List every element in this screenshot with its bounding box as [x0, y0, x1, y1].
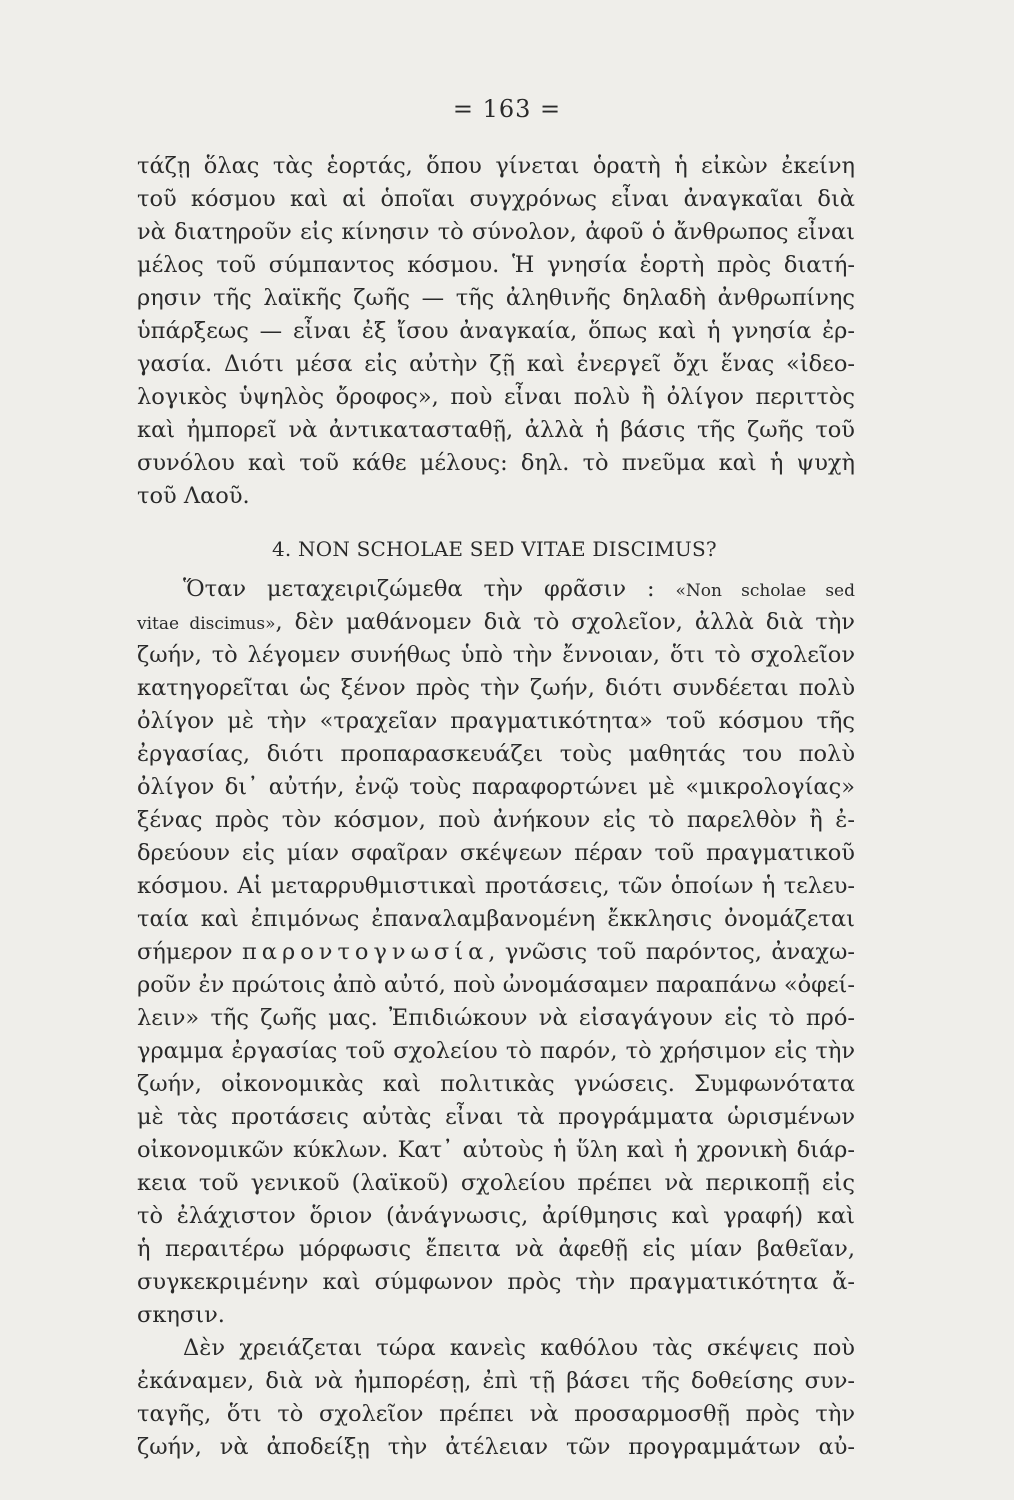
text-line: ταία καὶ ἐπιμόνως ἐπαναλαμβανομένη ἔκκλησις ὀνομάζεται	[137, 906, 855, 932]
text-line: ζωήν, νὰ ἀποδείξῃ τὴν ἀτέλειαν τῶν προγραμμάτων αὐ-	[137, 1434, 855, 1460]
text-line: γραμμα ἐργασίας τοῦ σχολείου τὸ παρόν, τὸ χρήσιμον εἰς τὴν	[137, 1038, 855, 1064]
text-line: μὲ τὰς προτάσεις αὐτὰς εἶναι τὰ προγράμματα ὡρισμένων	[137, 1104, 855, 1130]
section-heading: 4. NON SCHOLAE SED VITAE DISCIMUS?	[272, 537, 717, 561]
text-line: ταγῆς, ὅτι τὸ σχολεῖον πρέπει νὰ προσαρμοσθῇ πρὸς τὴν	[137, 1401, 855, 1427]
text-span: , δὲν μαθάνομεν διὰ τὸ σχολεῖον, ἀλλὰ διὰ τὴν	[275, 609, 855, 635]
text-line: ζωήν, οἰκονομικὰς καὶ πολιτικὰς γνώσεις. Συμφωνότατα	[137, 1071, 855, 1097]
text-line	[137, 936, 855, 969]
text-line: λογικὸς ὑψηλὸς ὄροφος», ποὺ εἶναι πολὺ ἢ ὀλίγον περιττὸς	[137, 384, 855, 410]
text-line: λειν» τῆς ζωῆς μας. Ἐπιδιώκουν νὰ εἰσαγάγουν εἰς τὸ πρό-	[137, 1005, 855, 1031]
latin-quote: «Non scholae sed	[675, 581, 855, 601]
text-span: σήμερον	[137, 939, 243, 965]
text-span: Ὅταν μεταχειριζώμεθα τὴν φρᾶσιν :	[183, 576, 676, 602]
latin-quote: vitae discimus»	[137, 614, 276, 634]
text-line	[137, 606, 855, 639]
text-line: ἐργασίας, διότι προπαρασκευάζει τοὺς μαθητάς του πολὺ	[137, 741, 855, 767]
text-line: δρεύουν εἰς μίαν σφαῖραν σκέψεων πέραν τοῦ πραγματικοῦ	[137, 840, 855, 866]
text-line: κατηγορεῖται ὡς ξένον πρὸς τὴν ζωήν, διότι συνδέεται πολὺ	[137, 675, 855, 701]
spaced-word: παροντογνωσία	[242, 939, 489, 965]
text-line: Δὲν χρειάζεται τώρα κανεὶς καθόλου τὰς σκέψεις ποὺ	[183, 1335, 855, 1361]
text-line: συγκεκριμένην καὶ σύμφωνον πρὸς τὴν πραγματικότητα ἄ-	[137, 1269, 855, 1295]
text-line: κεια τοῦ γενικοῦ (λαϊκοῦ) σχολείου πρέπει νὰ περικοπῇ εἰς	[137, 1170, 855, 1196]
text-line: ζωήν, τὸ λέγομεν συνήθως ὑπὸ τὴν ἔννοιαν, ὅτι τὸ σχολεῖον	[137, 642, 855, 668]
text-line: ξένας πρὸς τὸν κόσμον, ποὺ ἀνήκουν εἰς τὸ παρελθὸν ἢ ἐ-	[137, 807, 855, 833]
text-line: ὀλίγον μὲ τὴν «τραχεῖαν πραγματικότητα» τοῦ κόσμου τῆς	[137, 708, 855, 734]
text-line: σκησιν.	[137, 1302, 225, 1328]
text-line: μέλος τοῦ σύμπαντος κόσμου. Ἡ γνησία ἑορτὴ πρὸς διατή-	[137, 252, 855, 278]
text-line: τοῦ κόσμου καὶ αἱ ὁποῖαι συγχρόνως εἶναι ἀναγκαῖαι διὰ	[137, 186, 855, 212]
text-line	[137, 573, 855, 606]
text-line: γασία. Διότι μέσα εἰς αὐτὴν ζῇ καὶ ἐνεργεῖ ὄχι ἕνας «ἰδεο-	[137, 351, 855, 377]
body-text	[137, 150, 855, 1464]
text-line: καὶ ἠμπορεῖ νὰ ἀντικατασταθῇ, ἀλλὰ ἡ βάσις τῆς ζωῆς τοῦ	[137, 417, 855, 443]
text-span: , γνῶσις τοῦ παρόντος, ἀναχω-	[488, 939, 855, 965]
text-line: ἐκάναμεν, διὰ νὰ ἠμπορέσῃ, ἐπὶ τῇ βάσει τῆς δοθείσης συν-	[137, 1368, 855, 1394]
text-line: ρησιν τῆς λαϊκῆς ζωῆς — τῆς ἀληθινῆς δηλαδὴ ἀνθρωπίνης	[137, 285, 855, 311]
page-number: = 163 =	[452, 95, 562, 123]
text-line: τάζῃ ὅλας τὰς ἑορτάς, ὅπου γίνεται ὁρατὴ ἡ εἰκὼν ἐκείνη	[137, 153, 855, 179]
text-line: τοῦ Λαοῦ.	[137, 483, 250, 509]
text-line: ἡ περαιτέρω μόρφωσις ἔπειτα νὰ ἀφεθῇ εἰς μίαν βαθεῖαν,	[137, 1236, 855, 1262]
text-line: τὸ ἐλάχιστον ὅριον (ἀνάγνωσις, ἀρίθμησις καὶ γραφή) καὶ	[137, 1203, 855, 1229]
text-line: νὰ διατηροῦν εἰς κίνησιν τὸ σύνολον, ἀφοῦ ὁ ἄνθρωπος εἶναι	[137, 219, 855, 245]
text-line: κόσμου. Αἱ μεταρρυθμιστικαὶ προτάσεις, τῶν ὁποίων ἡ τελευ-	[137, 873, 855, 899]
text-line: ὑπάρξεως — εἶναι ἐξ ἴσου ἀναγκαία, ὅπως καὶ ἡ γνησία ἐρ-	[137, 318, 855, 344]
text-line: συνόλου καὶ τοῦ κάθε μέλους: δηλ. τὸ πνεῦμα καὶ ἡ ψυχὴ	[137, 450, 855, 476]
text-line: ὀλίγον δι᾽ αὐτήν, ἐνῷ τοὺς παραφορτώνει μὲ «μικρολογίας»	[137, 774, 855, 800]
text-line: ροῦν ἐν πρώτοις ἀπὸ αὐτό, ποὺ ὠνομάσαμεν παραπάνω «ὀφεί-	[137, 972, 855, 998]
text-line: οἰκονομικῶν κύκλων. Κατ᾽ αὐτοὺς ἡ ὕλη καὶ ἡ χρονικὴ διάρ-	[137, 1137, 855, 1163]
